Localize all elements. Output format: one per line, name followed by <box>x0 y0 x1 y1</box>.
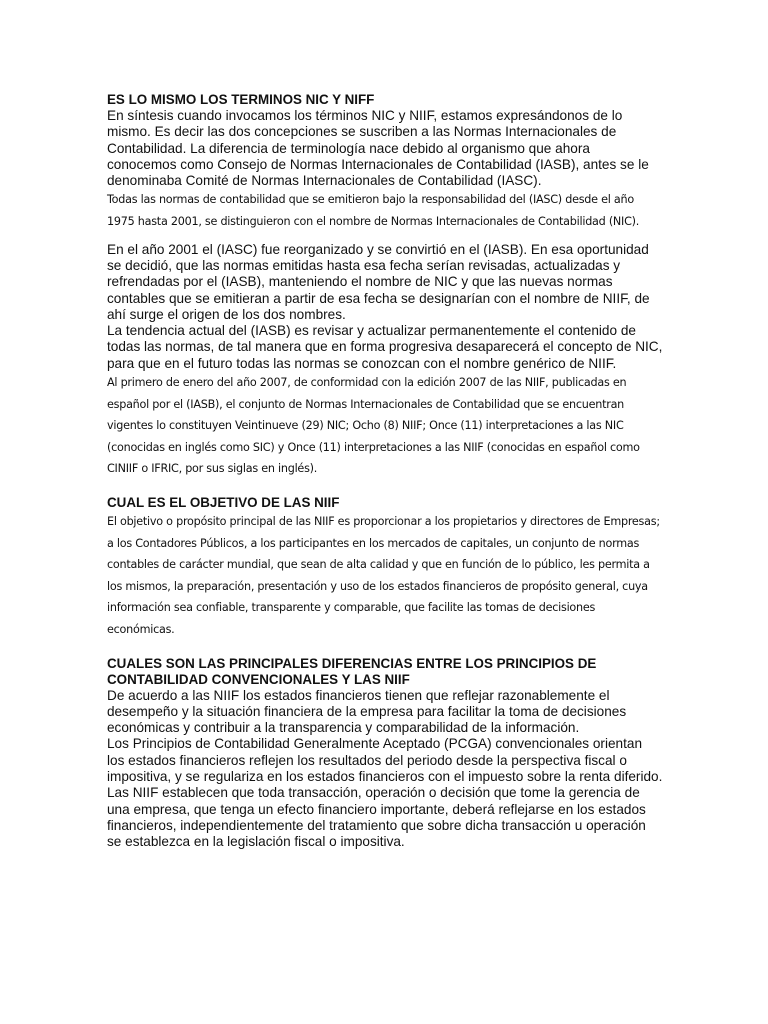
paragraph-normas-iasc: Todas las normas de contabilidad que se emitieron bajo la responsabilidad del (IASC) desde el año 1975 hasta 2001, se distinguieron con el nombre de Normas Internacionales de Contabilidad (NIC). <box>107 193 640 229</box>
section-heading-diferencias: CUALES SON LAS PRINCIPALES DIFERENCIAS ENTRE LOS PRINCIPIOS DE CONTABILIDAD CONVENCIONALES Y LAS NIIF <box>107 655 597 687</box>
section-heading-nic-niff: ES LO MISMO LOS TERMINOS NIC Y NIFF <box>107 92 375 107</box>
paragraph-niif-transaccion: Las NIIF establecen que toda transacción, operación o decisión que tome la gerencia de una empresa, que tenga un efecto financiero importante, deberá reflejarse en los estados financieros, independientemente del tratamiento que sobre dicha transacción u operación se establezca en la legislación fiscal o impositiva. <box>107 785 646 850</box>
paragraph-sintesis: En síntesis cuando invocamos los términos NIC y NIIF, estamos expresándonos de lo mismo. Es decir las dos concepciones se suscriben a las Normas Internacionales de Contabilidad. La diferencia de terminología nace debido al organismo que ahora conocemos como Consejo de Normas Internacionales de Contabilidad (IASB), antes se le denominaba Comité de Normas Internacionales de Contabilidad (IASC). <box>107 108 649 189</box>
paragraph-reorganizacion-2001: En el año 2001 el (IASC) fue reorganizado y se convirtió en el (IASB). En esa oportunidad se decidió, que las normas emitidas hasta esa fecha serían revisadas, actualizadas y refrendadas por el (IASB), manteniendo el nombre de NIC y que las nuevas normas contables que se emitieran a partir de esa fecha se designarían con el nombre de NIIF, de ahí surge el origen de los dos nombres. <box>107 241 650 322</box>
paragraph-tendencia-actual: La tendencia actual del (IASB) es revisar y actualizar permanentemente el contenido de todas las normas, de tal manera que en forma progresiva desaparecerá el concepto de NIC, para que en el futuro todas las normas se conozcan con el nombre genérico de NIIF. <box>107 323 663 371</box>
paragraph-pcga: Los Principios de Contabilidad Generalmente Aceptado (PCGA) convencionales orientan los estados financieros reflejen los resultados del periodo desde la perspectiva fiscal o impositiva, y se regulariza en los estados financieros con el impuesto sobre la renta diferido. <box>107 736 663 785</box>
section-heading-objetivo: CUAL ES EL OBJETIVO DE LAS NIIF <box>107 495 340 511</box>
paragraph-objetivo: El objetivo o propósito principal de las NIIF es proporcionar a los propietarios y directores de Empresas; a los Contadores Públicos, a los participantes en los mercados de capitales, un conjunto de normas contables de carácter mundial, que sean de alta calidad y que en función de lo público, les permita a los mismos, la preparación, presentación y uso de los estados financieros de propósito general, cuya información sea confiable, transparente y comparable, que facilite las tomas de decisiones económicas. <box>107 515 660 636</box>
document-page <box>107 92 663 851</box>
paragraph-normas-vigentes-2007: Al primero de enero del año 2007, de conformidad con la edición 2007 de las NIIF, publicadas en español por el (IASB), el conjunto de Normas Internacionales de Contabilidad que se encuentran vigentes lo constituyen Veintinueve (29) NIC; Ocho (8) NIIF; Once (11) interpretaciones a las NIC (conocidas en inglés como SIC) y Once (11) interpretaciones a las NIIF (conocidas en español como CINIIF o IFRIC, por sus siglas en inglés). <box>107 376 640 476</box>
paragraph-niif-reflejar: De acuerdo a las NIIF los estados financieros tienen que reflejar razonablemente el desempeño y la situación financiera de la empresa para facilitar la toma de decisiones económicas y contribuir a la transparencia y comparabilidad de la información. <box>107 687 627 736</box>
